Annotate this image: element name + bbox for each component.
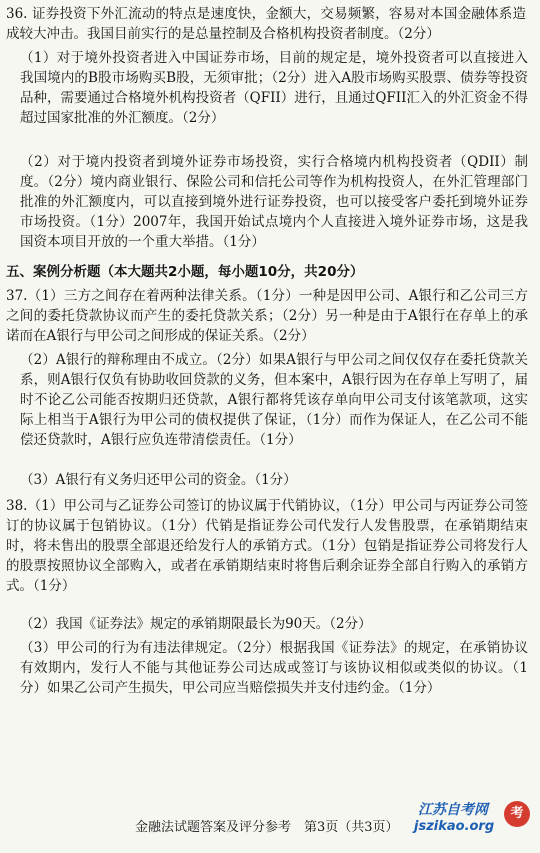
q37-part2: （2）A银行的辩称理由不成立。（2分）如果A银行与甲公司之间仅仅存在委托贷款关系，则A银行仅负有协助收回贷款的义务，但本案中，A银行因为在存单上写明了，届时不论乙公司能否按期归还贷款，A银行都将凭该存单向甲公司支付该笔款项，这实际上相当于A银行为甲公司的债权提供了保证，（1分）而作为保证人，在乙公司不能偿还贷款时，A银行应负连带清偿责任。（1分） xyxy=(20,352,528,448)
q38-part3: （3）甲公司的行为有违法律规定。（2分）根据我国《证券法》的规定，在承销协议有效期内，发行人不能与其他证券公司达成或签订与该协议相似或类似的协议。（1分）如果乙公司产生损失，甲公司应当赔偿损失并支付违约金。（1分） xyxy=(20,640,528,696)
watermark-url: jszikao.org xyxy=(414,819,495,834)
watermark-badge-icon: 考 xyxy=(504,801,530,827)
section-heading-case-analysis: 五、案例分析题（本大题共2小题，每小题10分，共20分） xyxy=(6,264,364,280)
q38-part1: 38.（1）甲公司与乙证券公司签订的协议属于代销协议，（1分）甲公司与丙证券公司签订的协议属于包销协议。（1分）代销是指证券公司代发行人发售股票，在承销期结束时，将未售出的股票全部退还给发行人的承销方式。（1分）包销是指证券公司将发行人的股票按照协议全部购入，或者在承销期结束时将售后剩余证券全部自行购入的承销方式。（1分） xyxy=(6,498,528,594)
q36-part1: （1）对于境外投资者进入中国证券市场，目前的规定是，境外投资者可以直接进入我国境内的B股市场购买B股，无须审批；（2分）进入A股市场购买股票、债券等投资品种，需要通过合格境外机构投资者（QFII）进行，且通过QFII汇入的外汇资金不得超过国家批准的外汇额度。（2分） xyxy=(20,50,528,126)
q37-part3: （3）A银行有义务归还甲公司的资金。（1分） xyxy=(20,472,297,488)
watermark-text: 江苏自考网 xyxy=(418,802,488,818)
q36-intro: 36. 证券投资下外汇流动的特点是速度快，金额大，交易频繁，容易对本国金融体系造成较大冲击。我国目前实行的是总量控制及合格机构投资者制度。（2分） xyxy=(6,6,526,42)
watermark-logo xyxy=(412,797,534,843)
q36-part2: （2）对于境内投资者到境外证券市场投资，实行合格境内机构投资者（QDII）制度。（2分）境内商业银行、保险公司和信托公司等作为机构投资人，在外汇管理部门批准的外汇额度内，可以直接到境外进行证券投资，也可以接受客户委托到境外证券市场投资。（1分）2007年，我国开始试点境内个人直接进入境外证券市场，这是我国资本项目开放的一个重大举措。（1分） xyxy=(20,154,528,250)
page-footer: 金融法试题答案及评分参考 第3页（共3页） xyxy=(135,820,399,835)
q37-part1: 37.（1）三方之间存在着两种法律关系。（1分）一种是因甲公司、A银行和乙公司三方之间的委托贷款协议而产生的委托贷款关系；（2分）另一种是由于A银行在存单上的承诺而在A银行与甲公司之间形成的保证关系。（2分） xyxy=(6,288,528,344)
q38-part2: （2）我国《证券法》规定的承销期限最长为90天。（2分） xyxy=(20,616,372,632)
